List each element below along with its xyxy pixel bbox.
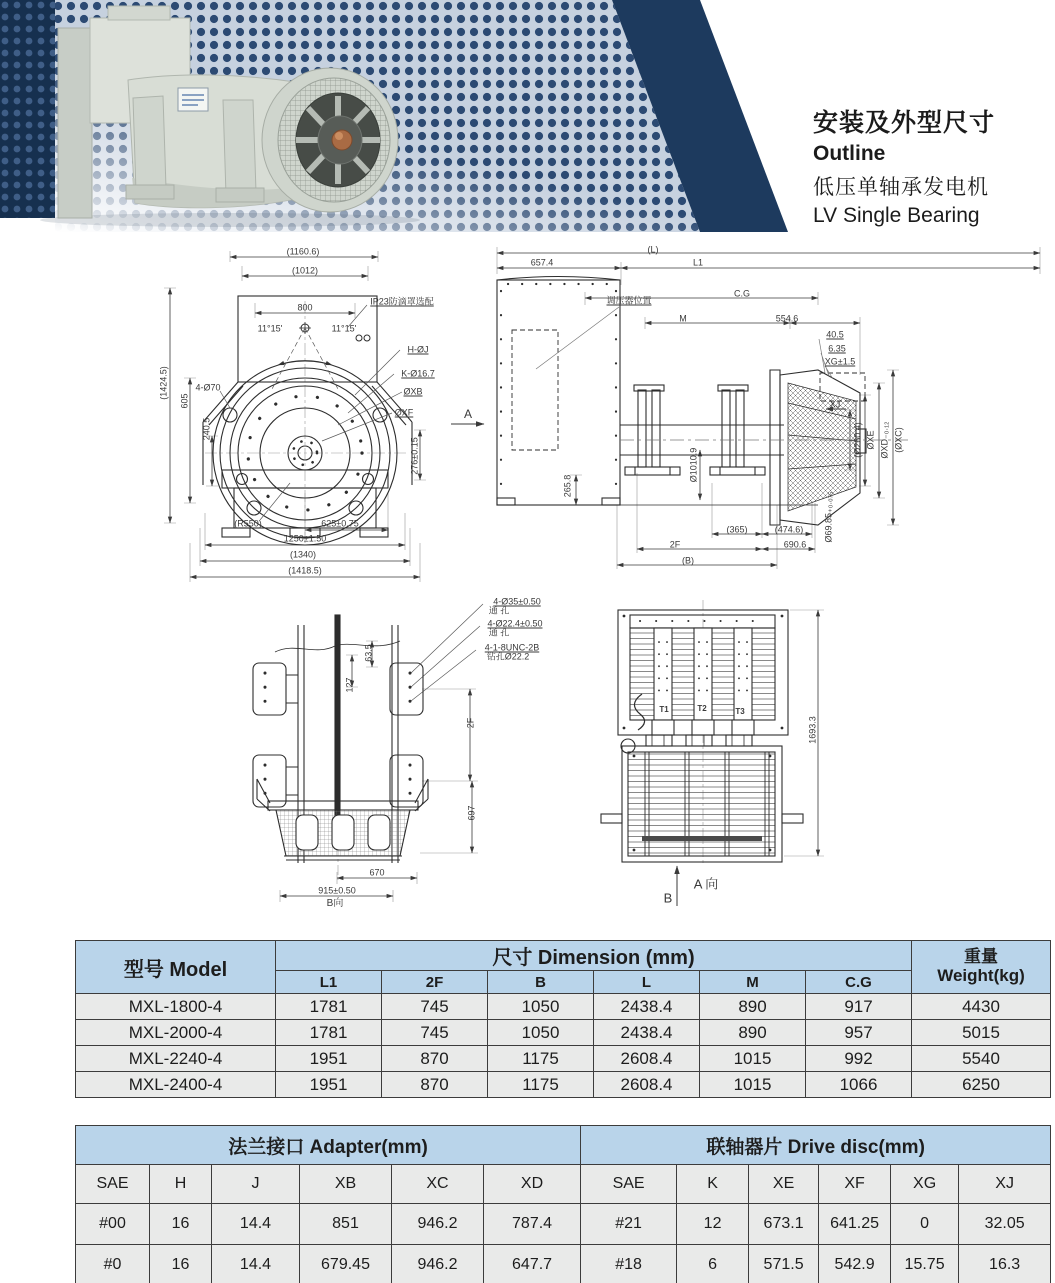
dim-label: T1	[659, 705, 669, 714]
dim-label: 钻孔Ø22.2	[486, 651, 530, 662]
model-cell: MXL-2240-4	[76, 1046, 276, 1072]
dim-label: 6.35	[828, 343, 846, 354]
dim-label: (L)	[647, 244, 659, 255]
table-row: MXL-2400-4 1951 870 1175 2608.4 1015 1066 6250	[76, 1072, 1051, 1098]
col-M: M	[700, 971, 806, 994]
dim-label: ØXB	[403, 386, 423, 397]
dim-label: (ØXC)	[893, 427, 904, 453]
dim-label: 40.5	[826, 329, 844, 340]
dim-label: M	[679, 313, 687, 324]
dim-label: (1340)	[289, 549, 317, 560]
dim-label: 1693.3	[807, 716, 818, 744]
dim-label: 通 孔	[488, 627, 510, 638]
model-cell: MXL-2000-4	[76, 1020, 276, 1046]
drive-disc-group-header: 联轴器片 Drive disc(mm)	[581, 1126, 1051, 1165]
table-subheader-row: SAE H J XB XC XD SAE K XE XF XG XJ	[76, 1165, 1051, 1204]
dim-label: 2F	[465, 717, 476, 729]
table-row: #0 16 14.4 679.45 946.2 647.7 #18 6 571.5 542.9 15.75 16.3	[76, 1245, 1051, 1283]
dim-label: 4-1-8UNC-2B	[484, 642, 540, 653]
dim-label: ØXD₋₀.₁₂	[879, 421, 890, 459]
dim-label: 657.4	[530, 257, 554, 268]
side-view-drawing	[488, 243, 1055, 588]
adapter-group-header: 法兰接口 Adapter(mm)	[76, 1126, 581, 1165]
dim-label: ØXF	[394, 407, 414, 418]
table-row: MXL-2000-4 1781 745 1050 2438.4 890 957 5015	[76, 1020, 1051, 1046]
dim-label: XG±1.5	[824, 356, 856, 367]
title-english: Outline	[813, 142, 886, 165]
dim-label: XJ	[829, 399, 841, 410]
model-cell: MXL-2400-4	[76, 1072, 276, 1098]
dim-label: 697	[466, 805, 477, 821]
page-title	[813, 103, 1055, 228]
dim-label: 605	[179, 393, 190, 409]
dim-label: K-Ø16.7	[401, 368, 435, 379]
dim-label: 127	[344, 677, 355, 693]
col-L: L	[594, 971, 700, 994]
dim-label: ØXE	[865, 430, 876, 450]
col-CG: C.G	[806, 971, 912, 994]
weight-column-header: 重量 Weight(kg)	[912, 941, 1051, 994]
dim-label: 1250±1.50	[283, 533, 327, 544]
dim-label: (365)	[726, 524, 748, 535]
dim-label: 670	[369, 867, 385, 878]
generator-photo	[0, 0, 800, 235]
col-L1: L1	[276, 971, 382, 994]
dim-label: C.G	[733, 288, 751, 299]
dim-label: H-ØJ	[407, 344, 429, 355]
dim-label: 265.8	[562, 474, 573, 498]
dim-label: A	[463, 407, 473, 421]
col-2F: 2F	[382, 971, 488, 994]
dim-label: B向	[326, 898, 344, 909]
dim-label: (474.6)	[774, 524, 804, 535]
col-B: B	[488, 971, 594, 994]
model-cell: MXL-1800-4	[76, 994, 276, 1020]
title-chinese: 安装及外型尺寸	[813, 109, 996, 137]
adapter-drive-table	[75, 1125, 1051, 1283]
dim-label: 调压器位置	[606, 295, 652, 306]
rear-view-drawing	[598, 598, 858, 908]
dim-label: T2	[697, 704, 707, 713]
dim-label: IP23防滴罩选配	[370, 296, 434, 307]
dim-label: B	[663, 890, 673, 906]
dim-label: A 向	[693, 876, 719, 892]
table-row: MXL-2240-4 1951 870 1175 2608.4 1015 992 5540	[76, 1046, 1051, 1072]
dim-label: (R550)	[234, 518, 262, 529]
dim-label: 625±0.75	[321, 518, 359, 529]
dim-label: 11°15'	[257, 323, 283, 334]
dim-label: (Ø260.4)	[852, 422, 863, 458]
dim-label: (1424.5)	[158, 366, 169, 400]
dimension-table	[75, 940, 1051, 1098]
dim-label: Ø69.85₊₀.₀₇₅	[823, 491, 834, 543]
dimension-group-header: 尺寸 Dimension (mm)	[276, 941, 912, 971]
dim-label: 800	[297, 302, 313, 313]
table-row: #00 16 14.4 851 946.2 787.4 #21 12 673.1 641.25 0 32.05	[76, 1204, 1051, 1245]
dim-label: 4-Ø22.4±0.50	[487, 618, 543, 629]
dim-label: 915±0.50	[318, 885, 356, 896]
subtitle-chinese: 低压单轴承发电机	[813, 176, 989, 199]
dim-label: 11°15'	[331, 323, 357, 334]
front-view-drawing	[150, 243, 495, 588]
dim-label: 2F	[669, 539, 681, 550]
dim-label: (1012)	[291, 265, 319, 276]
dim-label: Ø1010.9	[688, 447, 699, 483]
dim-label: (1418.5)	[288, 565, 322, 576]
dim-label: 4-Ø70	[195, 382, 221, 393]
model-column-header: 型号 Model	[76, 941, 276, 994]
table-row: MXL-1800-4 1781 745 1050 2438.4 890 917 4430	[76, 994, 1051, 1020]
dim-label: 4-Ø35±0.50	[493, 596, 541, 607]
dim-label: 通 孔	[488, 605, 510, 616]
subtitle-english: LV Single Bearing	[813, 204, 980, 227]
dim-label: (1160.6)	[286, 246, 320, 257]
dim-label: 554.6	[775, 313, 799, 324]
dim-label: 276±0.15	[409, 437, 420, 475]
dim-label: 690.6	[783, 539, 807, 550]
dim-label: T3	[735, 707, 745, 716]
dim-label: (B)	[682, 555, 694, 566]
dim-label: 63.5	[363, 644, 374, 662]
dim-label: L1	[692, 257, 704, 268]
dim-label: 240.5	[201, 417, 212, 441]
shaft-adapter-drawing	[240, 595, 543, 915]
